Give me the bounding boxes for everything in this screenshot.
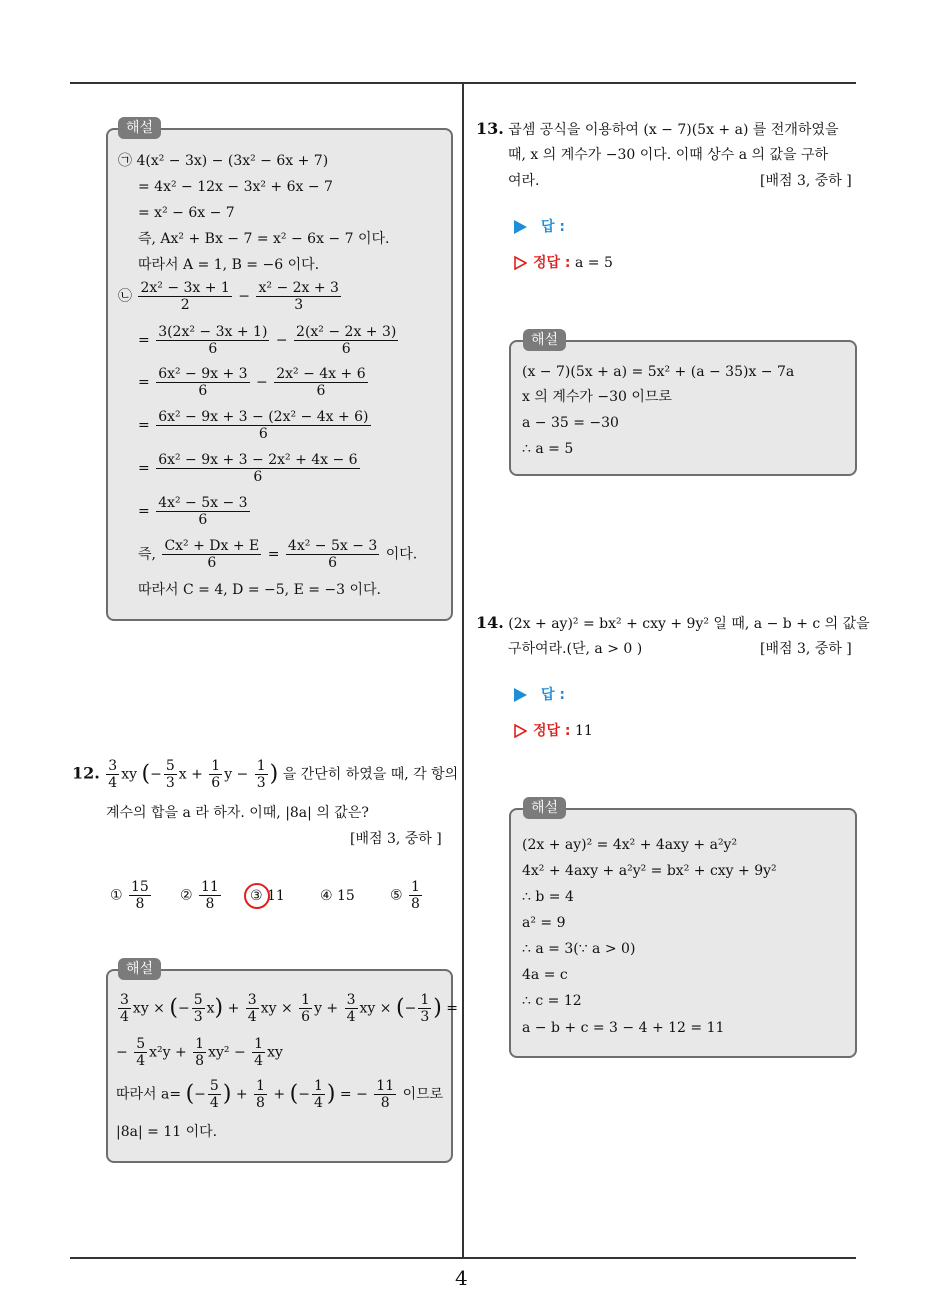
fraction: $\frac{1}{8}$ (195, 1036, 205, 1069)
operator: = (138, 503, 150, 520)
text: x (206, 1000, 215, 1017)
operator: = (138, 332, 150, 349)
solution-line: ∴ c = 12 (522, 993, 582, 1009)
correct-answer-label: 정답 : (533, 723, 571, 739)
bottom-rule (70, 1257, 856, 1259)
fraction: $\frac{\text{6x² − 9x + 3 − 2x² + 4x − 6}}{6}$ (158, 452, 358, 485)
fraction: $\frac{15}{8}$ (131, 879, 149, 912)
fraction: $\frac{5}{4}$ (209, 1078, 219, 1111)
correct-answer-label: 정답 : (533, 255, 571, 271)
solution-line (138, 452, 362, 485)
operator: + (227, 1000, 240, 1017)
choice-4[interactable] (320, 888, 355, 904)
solution-line: 따라서 a= (− $\frac{5}{4}$ ) + $\frac{1}{8}$ + (− $\frac{1}{4}$ ) = − $\frac{11}{8}$ 이므로 (116, 1078, 444, 1111)
correct-answer-value: a = 5 (574, 255, 613, 271)
solution-line (138, 538, 417, 571)
answer-row (514, 686, 565, 704)
choice-marker: ① (110, 887, 123, 904)
question-text: 계수의 합을 a 라 하자. 이때, |8a| 의 값은? (106, 805, 369, 821)
operator: − (256, 374, 268, 391)
operator: = (138, 374, 150, 391)
choice-marker: ② (180, 887, 193, 904)
paren-open: ( (141, 761, 151, 787)
text: xy × (260, 1000, 293, 1017)
solution-tag: 해설 (118, 958, 161, 980)
fraction: $\frac{1}{6}$ (301, 992, 311, 1025)
outline-play-icon (514, 724, 527, 738)
question-12 (72, 758, 458, 791)
fraction: $\frac{\text{3(2x² − 3x + 1)}}{6}$ (158, 324, 268, 357)
question-text: 때, x 의 계수가 −30 이다. 이때 상수 a 의 값을 구하 (508, 147, 829, 163)
text: xy × (359, 1000, 392, 1017)
solution-line (138, 409, 373, 442)
fraction: $\frac{\text{4x² − 5x − 3}}{6}$ (287, 538, 378, 571)
operator: = − (339, 1086, 368, 1103)
solution-line: $\frac{3}{4}$ xy × (− $\frac{5}{3}$ x) + $\frac{3}{4}$ xy × $\frac{1}{6}$ y + $\frac{3}{4}$ xy × (− $\frac{1}{3}$ ) = (120, 992, 459, 1025)
question-text: 을 간단히 하였을 때, 각 항의 (282, 766, 459, 783)
operator: + (273, 1086, 286, 1103)
solution-line: |8a| = 11 이다. (116, 1124, 218, 1140)
operator: = (267, 546, 280, 563)
answer-row (514, 218, 565, 236)
column-divider (462, 84, 464, 1258)
solution-line: ∴ a = 5 (522, 441, 574, 457)
text: 이므로 (402, 1086, 444, 1103)
choice-value: 11 (267, 888, 285, 904)
solution-line: 따라서 C = 4, D = −5, E = −3 이다. (138, 582, 382, 598)
solution-line: a − 35 = −30 (522, 415, 619, 431)
paren-close: ) (433, 995, 442, 1021)
solution-line: ∴ a = 3(∵ a > 0) (522, 941, 636, 957)
operator: − (275, 332, 288, 349)
fraction: $\frac{3}{4}$ (346, 992, 356, 1025)
operator: = (138, 417, 150, 434)
solution-line: (x − 7)(5x + a) = 5x² + (a − 35)x − 7a (522, 364, 795, 380)
question-text: 여라. (508, 173, 540, 189)
solution-line: 따라서 A = 1, B = −6 이다. (138, 257, 320, 273)
fraction: $\frac{11}{8}$ (376, 1078, 395, 1111)
question-text: 곱셈 공식을 이용하여 (x − 7)(5x + a) 를 전개하였을 (508, 122, 839, 138)
selected-answer-circle (244, 883, 270, 909)
solution-line: a² = 9 (522, 915, 566, 931)
label-giyeok: ㉠ (118, 153, 132, 169)
fraction: $\frac{1}{4}$ (254, 1036, 264, 1069)
fraction: $\frac{\text{2(x² − 2x + 3)}}{6}$ (296, 324, 397, 357)
solution-line: 4a = c (522, 967, 568, 983)
fraction: $\frac{1}{4}$ (313, 1078, 323, 1111)
fraction: $\frac{5}{3}$ (165, 758, 175, 791)
fraction: $\frac{1}{3}$ (256, 758, 266, 791)
solution-line: a − b + c = 3 − 4 + 12 = 11 (522, 1020, 725, 1036)
correct-answer-row (514, 254, 613, 272)
operator: − (116, 1044, 128, 1061)
page-number: 4 (455, 1266, 468, 1290)
fraction: $\frac{3}{4}$ (120, 992, 129, 1025)
fraction: $\frac{\text{4x² − 5x − 3}}{6}$ (158, 495, 248, 528)
answer-label: 답 : (541, 687, 565, 703)
solution-line (138, 324, 400, 357)
answer-label: 답 : (541, 219, 565, 235)
fraction: $\frac{5}{4}$ (136, 1036, 146, 1069)
label-nieun: ㉡ (118, 288, 132, 305)
question-13 (476, 120, 838, 139)
solution-tag: 해설 (523, 797, 566, 819)
solution-line (118, 152, 328, 170)
fraction: $\frac{3}{4}$ (108, 758, 118, 791)
text: x²y + (149, 1044, 187, 1061)
solution-line (116, 1036, 283, 1069)
text: y + (314, 1000, 339, 1017)
operator: = (138, 460, 150, 477)
fraction: $\frac{\text{Cx² + Dx + E}}{6}$ (164, 538, 260, 571)
choice-value: 15 (337, 888, 355, 904)
paren-open: ( (395, 995, 405, 1021)
paren-open: ( (169, 995, 178, 1021)
question-number: 12. (72, 763, 100, 783)
expr: 4(x² − 3x) − (3x² − 6x + 7) (136, 153, 329, 169)
question-number: 13. (476, 119, 504, 138)
solution-line (118, 280, 343, 313)
question-text: 구하여라.(단, a > 0 ) (508, 641, 643, 657)
operator: + (235, 1086, 248, 1103)
play-icon (514, 220, 527, 234)
paren-close: ) (326, 1081, 336, 1107)
question-14 (476, 614, 870, 633)
operator: − (238, 288, 251, 305)
correct-answer-row (514, 722, 593, 740)
play-icon (514, 688, 527, 702)
fraction: $\frac{3}{4}$ (247, 992, 257, 1025)
solution-line (138, 495, 252, 528)
solution-line: ∴ b = 4 (522, 889, 574, 905)
paren-close: ) (214, 995, 224, 1021)
solution-tag: 해설 (523, 329, 566, 351)
solution-line: 즉, Ax² + Bx − 7 = x² − 6x − 7 이다. (138, 231, 390, 247)
choice-5[interactable] (390, 879, 424, 912)
text: xy (267, 1044, 283, 1061)
choice-marker: ③ (250, 888, 263, 904)
solution-line: (2x + ay)² = 4x² + 4axy + a²y² (522, 837, 738, 853)
solution-line: x 의 계수가 −30 이므로 (522, 389, 672, 405)
choice-2[interactable] (180, 879, 223, 912)
score-label: [배점 3, 중하 ] (760, 173, 852, 189)
solution-line: = x² − 6x − 7 (138, 205, 235, 221)
solution-line: = 4x² − 12x − 3x² + 6x − 7 (138, 179, 333, 195)
score-label: [배점 3, 중하 ] (760, 641, 852, 657)
paren-close: ) (269, 761, 279, 787)
question-number: 14. (476, 613, 504, 632)
fraction: $\frac{\text{6x² − 9x + 3}}{6}$ (158, 366, 248, 399)
choice-1[interactable] (110, 879, 153, 912)
solution-tag: 해설 (118, 117, 161, 139)
paren-open: ( (185, 1081, 195, 1107)
question-text: (2x + ay)² = bx² + cxy + 9y² 일 때, a − b + c 의 값을 (508, 616, 870, 632)
fraction: $\frac{\text{6x² − 9x + 3 − (2x² − 4x + 6)}}{6}$ (158, 409, 369, 442)
fraction: $\frac{\text{2x² − 3x + 1}}{2}$ (140, 280, 230, 313)
text: 따라서 a= (116, 1086, 182, 1103)
score-label: [배점 3, 중하 ] (350, 831, 442, 847)
fraction: $\frac{1}{8}$ (256, 1078, 265, 1111)
correct-answer-value: 11 (574, 723, 593, 739)
outline-play-icon (514, 256, 527, 270)
text: x + (178, 766, 203, 783)
choice-marker: ⑤ (390, 887, 403, 904)
fraction: $\frac{1}{6}$ (211, 758, 221, 791)
solution-line (138, 366, 370, 399)
solution-line: 4x² + 4axy + a²y² = bx² + cxy + 9y² (522, 863, 777, 879)
fraction: $\frac{1}{3}$ (420, 992, 430, 1025)
fraction: $\frac{11}{8}$ (201, 879, 219, 912)
text: xy (121, 766, 138, 783)
operator: − (150, 766, 162, 783)
fraction: $\frac{5}{3}$ (193, 992, 203, 1025)
paren-close: ) (222, 1081, 232, 1107)
fraction: $\frac{1}{8}$ (411, 879, 420, 912)
text: 이다. (385, 546, 418, 563)
fraction: $\frac{\text{x² − 2x + 3}}{3}$ (258, 280, 339, 313)
text: xy² − (208, 1044, 246, 1061)
text: xy × (132, 1000, 165, 1017)
operator: = (446, 1000, 459, 1017)
paren-open: ( (289, 1081, 299, 1107)
text: 즉, (138, 546, 156, 563)
choice-marker: ④ (320, 888, 333, 904)
fraction: $\frac{\text{2x² − 4x + 6}}{6}$ (276, 366, 366, 399)
text: y − (224, 766, 249, 783)
